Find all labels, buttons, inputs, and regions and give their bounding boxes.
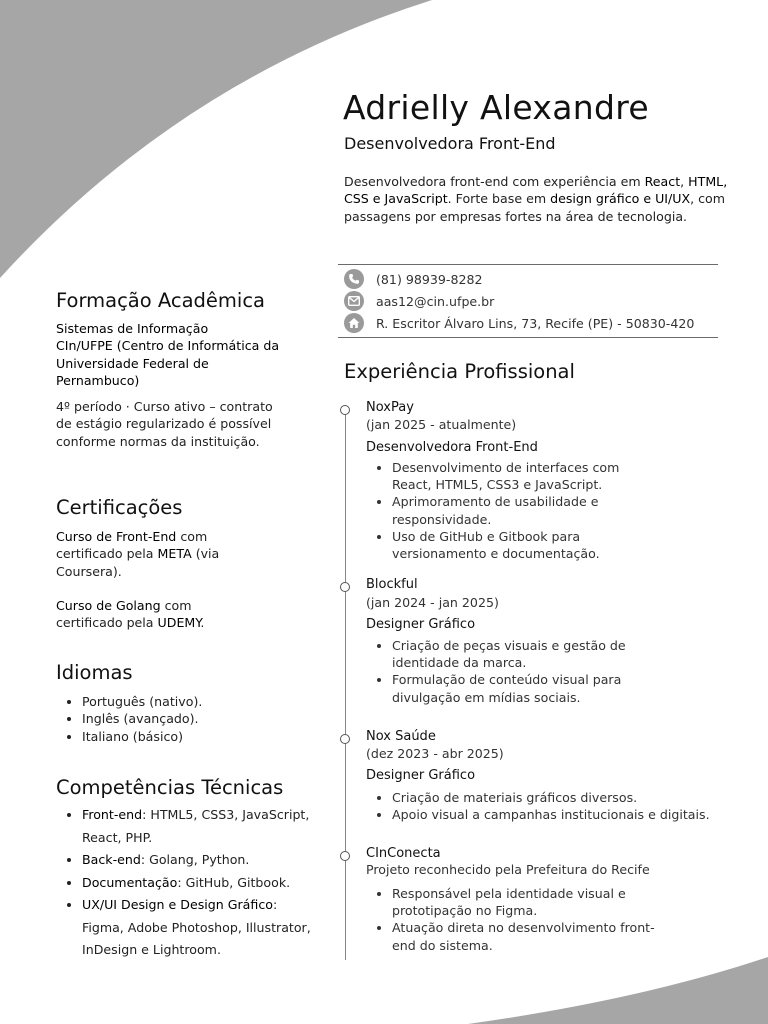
cert-issuer: UDEMY: [157, 615, 201, 631]
job-company: NoxPay: [366, 400, 414, 415]
education-notes: 4º período · Curso ativo – contrato de estágio regularizado é possível conforme normas da instituição.: [56, 399, 273, 449]
home-icon: [344, 313, 364, 333]
contact-phone: [344, 269, 483, 289]
timeline-dot: [340, 405, 350, 415]
summary-fragment-bold: design gráfico e UI/UX: [550, 191, 691, 207]
skill-value: Figma, Adobe Photoshop, Illustrator, InDesign e Lightroom.: [82, 919, 311, 957]
email-text: aas12@cin.ufpe.br: [376, 293, 495, 309]
job-bullet: • Criação de materiais gráficos diversos.: [392, 789, 746, 806]
job-period: (jan 2025 - atualmente): [366, 417, 517, 432]
cert-issuer: META: [157, 546, 192, 562]
school-name: CIn/UFPE (Centro de Informática da Universidade Federal de Pernambuco): [56, 338, 280, 388]
job-bullet: • Apoio visual a campanhas institucionais e digitais.: [392, 806, 746, 823]
summary-fragment: , com passagens por empresas fortes na área de tecnologia.: [344, 191, 726, 224]
mail-icon: [344, 291, 364, 311]
skill-value: HTML5, CSS3, JavaScript, React, PHP.: [82, 807, 310, 845]
cert-text: com certificado pela: [56, 529, 208, 562]
language-item: • Português (nativo).: [82, 693, 286, 710]
job-period: Projeto reconhecido pela Prefeitura do Recife: [366, 862, 650, 877]
languages-title: Idiomas: [56, 661, 133, 684]
education-degree: [56, 320, 286, 389]
timeline-dot: [340, 582, 350, 592]
contact-email: [344, 291, 494, 311]
timeline-dot: [340, 851, 350, 861]
skill-label: Documentação: [82, 874, 178, 890]
job-bullet: • Responsável pela identidade visual e prototipação no Figma.: [392, 885, 656, 919]
job-role: Desenvolvedora Front-End: [366, 440, 538, 455]
job-period: (dez 2023 - abr 2025): [366, 746, 504, 761]
profile-summary: [344, 173, 734, 225]
job-bullets: [366, 789, 746, 823]
skill-item: • Documentação: GitHub, Gitbook.: [82, 872, 318, 895]
timeline-line: [345, 408, 346, 960]
certifications-title: Certificações: [56, 496, 183, 519]
job-bullet: • Atuação direta no desenvolvimento front-end do sistema.: [392, 919, 656, 953]
summary-fragment-bold: React: [644, 174, 681, 189]
degree-name: Sistemas de Informação: [56, 321, 209, 336]
job-bullets: [366, 637, 656, 706]
skill-label: Back-end: [82, 852, 141, 867]
language-item: • Italiano (básico): [82, 728, 286, 745]
contact-bottom-divider: [338, 337, 718, 338]
summary-fragment-bold: HTML, CSS e JavaScript: [344, 174, 728, 207]
skill-label: Front-end: [82, 807, 143, 822]
job-period: (jan 2024 - jan 2025): [366, 595, 499, 610]
job-bullet: • Formulação de conteúdo visual para divulgação em mídias sociais.: [392, 671, 656, 705]
skill-value: GitHub, Gitbook.: [181, 874, 291, 890]
job-bullets: [366, 885, 656, 954]
phone-text: (81) 98939-8282: [376, 271, 483, 287]
address-text: R. Escritor Álvaro Lins, 73, Recife (PE) - 50830-420: [376, 315, 695, 331]
summary-fragment: . Forte base em: [447, 191, 551, 207]
skill-item: • Back-end: Golang, Python.: [82, 849, 318, 872]
skill-label: UX/UI Design e Design Gráfico: [82, 897, 273, 912]
cert-text: (via Coursera).: [56, 546, 220, 579]
job-bullets: [366, 459, 656, 562]
contact-top-divider: [338, 264, 718, 265]
certification-item: [56, 597, 256, 632]
job-bullet: • Uso de GitHub e Gitbook para versionamento e documentação.: [392, 528, 656, 562]
job-role: Designer Gráfico: [366, 617, 476, 632]
job-bullet: • Aprimoramento de usabilidade e responsividade.: [392, 493, 656, 527]
skill-value: Golang, Python.: [145, 852, 250, 867]
summary-fragment: Desenvolvedora front-end com experiência em: [344, 174, 645, 189]
contact-address: [344, 313, 694, 333]
experience-title: Experiência Profissional: [344, 360, 575, 383]
education-title: Formação Acadêmica: [56, 289, 265, 312]
cert-course: Curso de Front-End: [56, 529, 177, 544]
summary-fragment: ,: [680, 174, 689, 189]
language-item: • Inglês (avançado).: [82, 710, 286, 727]
phone-icon: [344, 269, 364, 289]
skill-item: • UX/UI Design e Design Gráfico: Figma, Adobe Photoshop, Illustrator, InDesign e Lightroom.: [82, 894, 318, 962]
skills-list: [56, 804, 318, 962]
cert-text: .: [200, 615, 205, 631]
job-company: Blockful: [366, 577, 418, 592]
skill-item: • Front-end: HTML5, CSS3, JavaScript, React, PHP.: [82, 804, 318, 849]
candidate-role: Desenvolvedora Front-End: [344, 134, 556, 153]
skills-title: Competências Técnicas: [56, 776, 284, 799]
job-bullet: • Criação de peças visuais e gestão de identidade da marca.: [392, 637, 656, 671]
timeline-dot: [340, 734, 350, 744]
certification-item: [56, 528, 256, 580]
languages-list: [56, 693, 286, 745]
candidate-name: Adrielly Alexandre: [343, 88, 649, 127]
job-bullet: • Desenvolvimento de interfaces com React, HTML5, CSS3 e JavaScript.: [392, 459, 656, 493]
job-company: CInConecta: [366, 846, 441, 861]
cert-course: Curso de Golang: [56, 598, 161, 613]
cert-text: com certificado pela: [56, 598, 192, 631]
job-company: Nox Saúde: [366, 729, 436, 744]
job-role: Designer Gráfico: [366, 768, 476, 783]
